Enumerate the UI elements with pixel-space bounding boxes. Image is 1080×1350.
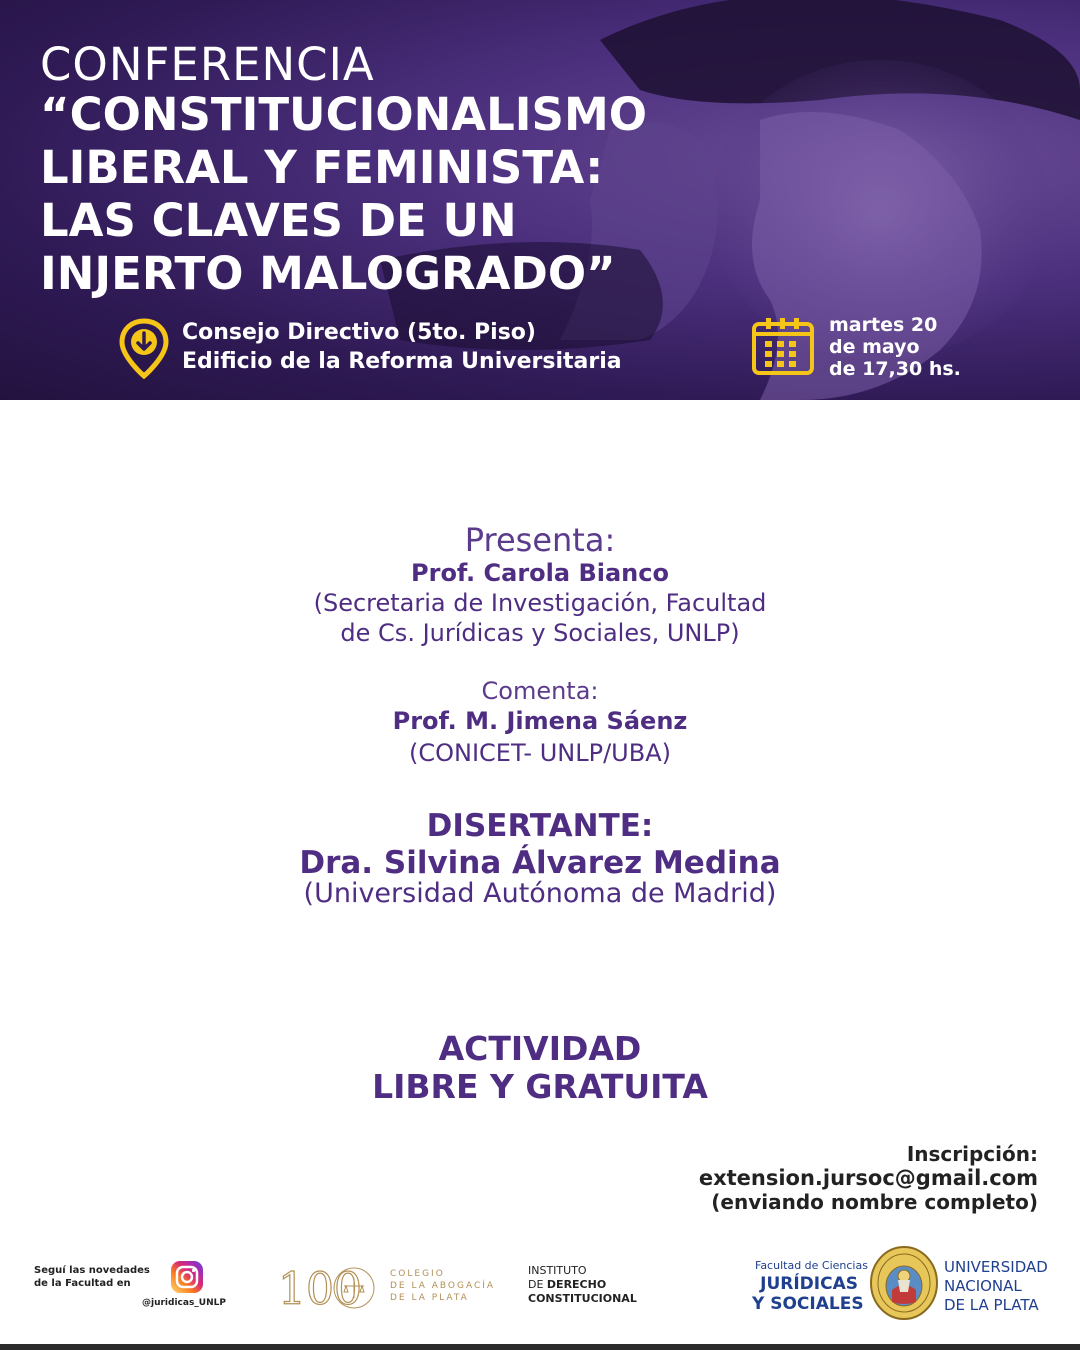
colegio-line: COLEGIO: [390, 1269, 445, 1279]
disertante-label: DISERTANTE:: [426, 808, 654, 844]
title-line: “CONSTITUCIONALISMO: [40, 88, 647, 141]
title-line: LIBERAL Y FEMINISTA:: [40, 141, 604, 194]
instituto-line: INSTITUTO: [528, 1264, 587, 1277]
header-banner: [0, 0, 1080, 400]
activity-line: LIBRE Y GRATUITA: [372, 1067, 708, 1106]
conference-label: CONFERENCIA: [40, 38, 375, 91]
affiliation-line: de Cs. Jurídicas y Sociales, UNLP): [340, 619, 740, 647]
venue-line: Consejo Directivo (5to. Piso): [182, 320, 536, 345]
follow-line: Seguí las novedades: [34, 1265, 150, 1276]
unlp-line: NACIONAL: [944, 1277, 1022, 1295]
colegio-line: DE LA PLATA: [390, 1293, 469, 1303]
instituto-bold: DERECHO: [546, 1278, 607, 1291]
activity-free: [0, 1030, 1080, 1106]
instagram-handle[interactable]: @juridicas_UNLP: [142, 1298, 226, 1308]
disertante-affiliation: (Universidad Autónoma de Madrid): [303, 878, 777, 909]
presenta-name: Prof. Carola Bianco: [411, 559, 669, 587]
bottom-bar: [0, 1344, 1080, 1350]
follow-line: de la Facultad en: [34, 1278, 131, 1289]
comenta-affiliation: (CONICET- UNLP/UBA): [409, 739, 671, 767]
colegio-line: DE LA ABOGACÍA: [390, 1281, 496, 1291]
instituto-line: CONSTITUCIONAL: [528, 1292, 637, 1305]
unlp-line: DE LA PLATA: [944, 1296, 1039, 1314]
title-line: INJERTO MALOGRADO”: [40, 247, 616, 300]
comenta-label: Comenta:: [481, 677, 599, 705]
affiliation-line: (Secretaria de Investigación, Facultad: [313, 589, 767, 617]
conference-title: [40, 88, 647, 300]
presenta-label: Presenta:: [464, 521, 616, 559]
facultad-name: [752, 1274, 864, 1314]
event-date: [829, 314, 961, 380]
date-line: martes 20: [829, 314, 938, 336]
date-line: de 17,30 hs.: [829, 358, 961, 380]
comenta-name: Prof. M. Jimena Sáenz: [392, 707, 688, 735]
instagram-icon[interactable]: [170, 1260, 204, 1294]
date-line: de mayo: [829, 336, 920, 358]
facultad-line: JURÍDICAS: [760, 1274, 858, 1294]
follow-text: [34, 1264, 150, 1290]
inscription: [699, 1142, 1038, 1214]
inscription-email[interactable]: extension.jursoc@gmail.com: [698, 1166, 1038, 1190]
activity-line: ACTIVIDAD: [438, 1029, 642, 1068]
inscription-label: Inscripción:: [906, 1142, 1038, 1166]
instituto-line: [528, 1278, 637, 1292]
colegio-100-logo: [278, 1262, 388, 1312]
unlp-name: [944, 1258, 1048, 1315]
unlp-seal-icon: [868, 1244, 940, 1322]
location-pin-icon: [118, 318, 170, 380]
colegio-name: [390, 1268, 495, 1304]
instituto-prefix: DE: [528, 1278, 544, 1291]
calendar-icon: [751, 316, 815, 376]
instituto-logo: [528, 1264, 637, 1306]
venue-line: Edificio de la Reforma Universitaria: [182, 349, 622, 374]
presenta-affiliation: [0, 588, 1080, 648]
unlp-line: UNIVERSIDAD: [944, 1258, 1048, 1276]
facultad-line: Y SOCIALES: [752, 1294, 864, 1314]
title-line: LAS CLAVES DE UN: [40, 194, 517, 247]
colegio-number: 100: [278, 1264, 362, 1312]
inscription-note: (enviando nombre completo): [711, 1190, 1038, 1214]
facultad-small-label: Facultad de Ciencias: [755, 1259, 868, 1272]
disertante-name: Dra. Silvina Álvarez Medina: [299, 845, 781, 881]
venue: [182, 318, 622, 376]
